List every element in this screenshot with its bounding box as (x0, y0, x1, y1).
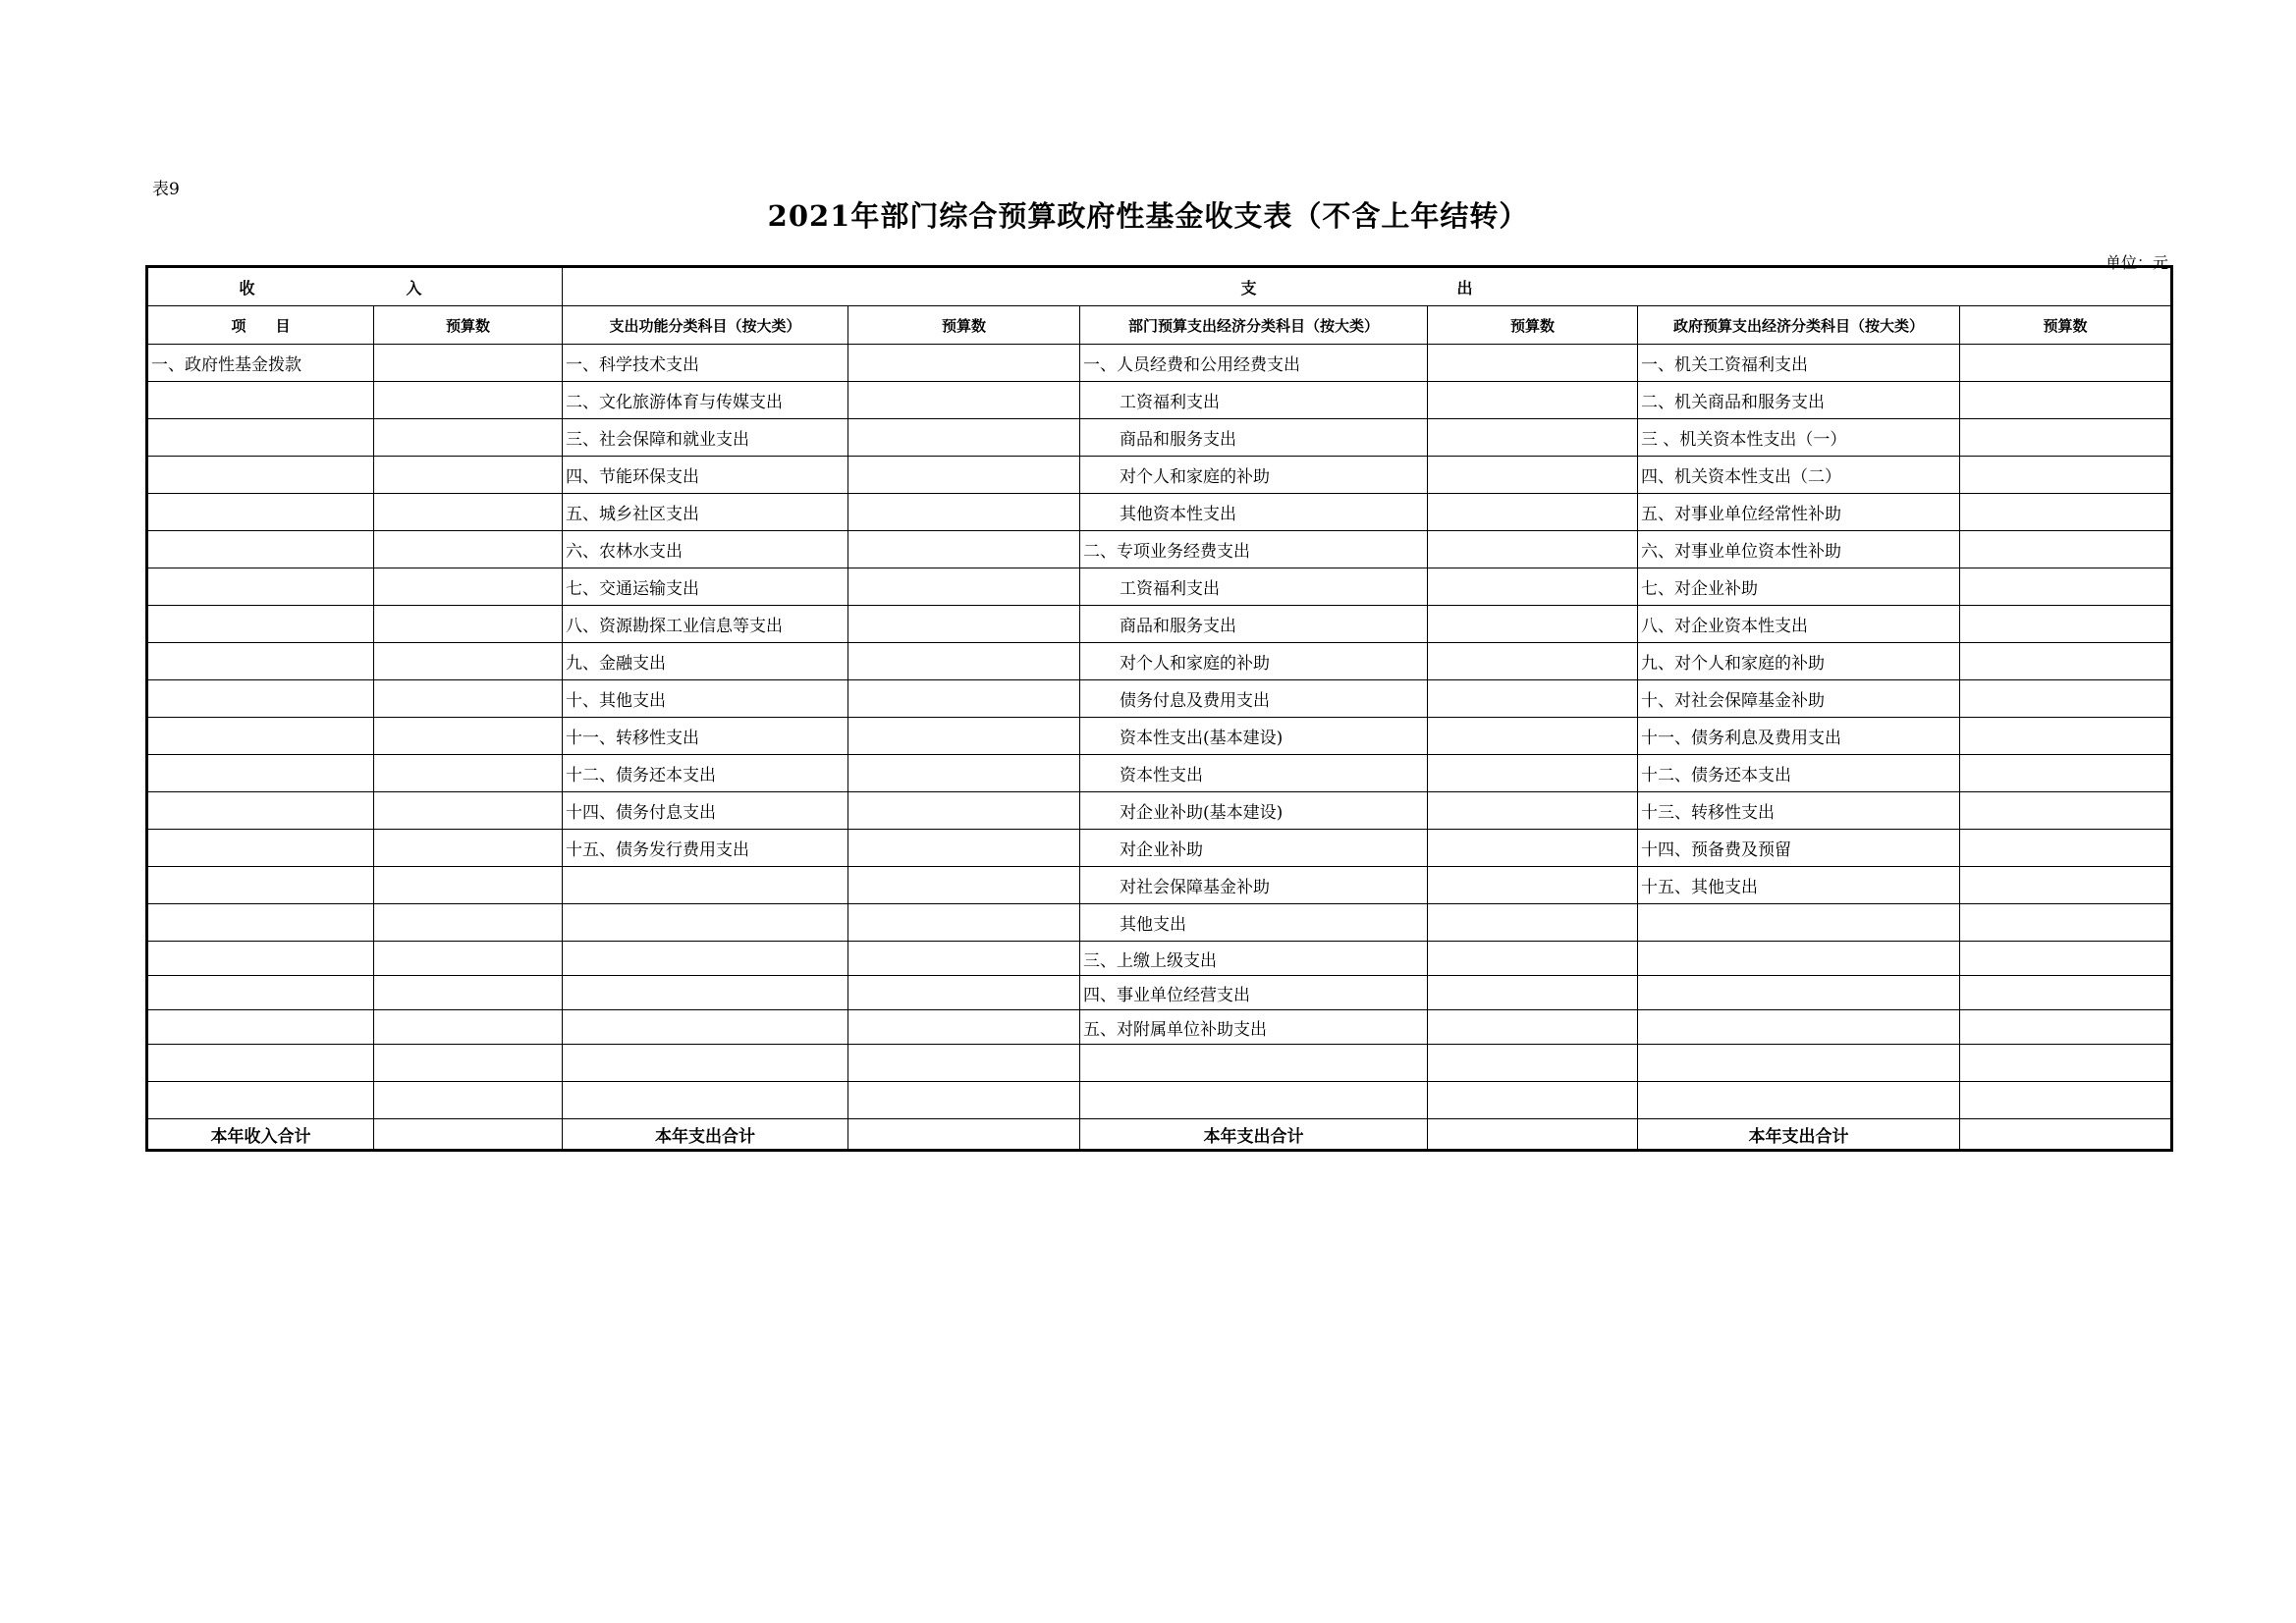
dept-econ-budget-cell (1428, 494, 1638, 531)
dept-econ-budget-cell (1428, 1045, 1638, 1082)
income-item-cell (148, 942, 374, 976)
table-row (148, 1010, 2171, 1045)
functional-budget-cell (848, 643, 1080, 680)
gov-econ-item-cell: 十二、债务还本支出 (1638, 755, 1960, 792)
functional-budget-cell (848, 1082, 1080, 1119)
gov-econ-budget-cell (1960, 643, 2171, 680)
functional-budget-cell (848, 904, 1080, 942)
income-budget-cell (374, 718, 563, 755)
gov-econ-item-cell: 十、对社会保障基金补助 (1638, 680, 1960, 718)
dept-econ-item-cell: 资本性支出(基本建设) (1080, 718, 1428, 755)
income-budget-cell (374, 680, 563, 718)
column-header-budget: 预算数 (1960, 306, 2171, 345)
dept-econ-budget-cell (1428, 606, 1638, 643)
table-row (148, 1045, 2171, 1082)
income-total-label: 本年收入合计 (148, 1119, 374, 1150)
gov-econ-budget-cell (1960, 976, 2171, 1010)
income-budget-cell (374, 606, 563, 643)
dept-econ-budget-cell (1428, 382, 1638, 419)
income-item-cell (148, 606, 374, 643)
income-item-cell (148, 904, 374, 942)
functional-item-cell: 四、节能环保支出 (563, 457, 848, 494)
gov-econ-budget-cell (1960, 680, 2171, 718)
gov-econ-item-cell: 十四、预备费及预留 (1638, 830, 1960, 867)
income-item-cell (148, 531, 374, 568)
functional-budget-cell (848, 568, 1080, 606)
income-budget-cell (374, 494, 563, 531)
dept-econ-item-cell: 三、上缴上级支出 (1080, 942, 1428, 976)
dept-econ-budget-cell (1428, 867, 1638, 904)
dept-econ-item-cell: 工资福利支出 (1080, 568, 1428, 606)
dept-econ-item-cell: 商品和服务支出 (1080, 606, 1428, 643)
budget-table (147, 267, 2171, 1150)
gov-econ-budget-cell (1960, 345, 2171, 382)
dept-econ-budget-cell (1428, 1082, 1638, 1119)
gov-econ-item-cell: 八、对企业资本性支出 (1638, 606, 1960, 643)
dept-econ-total-value (1428, 1119, 1638, 1150)
table-row (148, 606, 2171, 643)
functional-item-cell: 二、文化旅游体育与传媒支出 (563, 382, 848, 419)
gov-econ-item-cell: 七、对企业补助 (1638, 568, 1960, 606)
dept-econ-item-cell: 对个人和家庭的补助 (1080, 457, 1428, 494)
income-budget-cell (374, 1045, 563, 1082)
income-budget-cell (374, 830, 563, 867)
gov-econ-budget-cell (1960, 792, 2171, 830)
column-header-budget: 预算数 (1428, 306, 1638, 345)
table-row (148, 643, 2171, 680)
dept-econ-budget-cell (1428, 718, 1638, 755)
gov-econ-item-cell: 五、对事业单位经常性补助 (1638, 494, 1960, 531)
gov-econ-budget-cell (1960, 830, 2171, 867)
unit-label: 单位：元 (2105, 253, 2168, 272)
income-item-cell (148, 382, 374, 419)
income-item-cell (148, 1045, 374, 1082)
gov-econ-item-cell: 九、对个人和家庭的补助 (1638, 643, 1960, 680)
table-row (148, 568, 2171, 606)
table-row (148, 531, 2171, 568)
table-row (148, 942, 2171, 976)
gov-econ-total-value (1960, 1119, 2171, 1150)
expense-group-char-2: 出 (1456, 278, 1473, 298)
table-row (148, 494, 2171, 531)
income-total-value (374, 1119, 563, 1150)
gov-econ-budget-cell (1960, 531, 2171, 568)
gov-econ-item-cell: 四、机关资本性支出（二） (1638, 457, 1960, 494)
functional-budget-cell (848, 531, 1080, 568)
gov-econ-budget-cell (1960, 718, 2171, 755)
income-item-cell (148, 419, 374, 457)
gov-econ-total-label: 本年支出合计 (1638, 1119, 1960, 1150)
income-budget-cell (374, 976, 563, 1010)
dept-econ-budget-cell (1428, 531, 1638, 568)
income-budget-cell (374, 942, 563, 976)
table-row (148, 830, 2171, 867)
income-group-header (148, 268, 563, 306)
table-body (148, 345, 2171, 1119)
gov-econ-item-cell (1638, 904, 1960, 942)
dept-econ-budget-cell (1428, 755, 1638, 792)
gov-econ-item-cell: 二、机关商品和服务支出 (1638, 382, 1960, 419)
income-item-cell: 一、政府性基金拨款 (148, 345, 374, 382)
dept-econ-budget-cell (1428, 976, 1638, 1010)
functional-item-cell: 十四、债务付息支出 (563, 792, 848, 830)
functional-item-cell (563, 1045, 848, 1082)
dept-econ-budget-cell (1428, 419, 1638, 457)
expense-group-char-1: 支 (1240, 278, 1257, 298)
column-header-row (148, 306, 2171, 345)
functional-item-cell: 八、资源勘探工业信息等支出 (563, 606, 848, 643)
functional-item-cell (563, 976, 848, 1010)
table-row (148, 419, 2171, 457)
income-budget-cell (374, 904, 563, 942)
functional-budget-cell (848, 606, 1080, 643)
gov-econ-budget-cell (1960, 1010, 2171, 1045)
income-item-cell (148, 457, 374, 494)
dept-econ-item-cell (1080, 1045, 1428, 1082)
income-item-cell (148, 643, 374, 680)
dept-econ-item-cell: 一、人员经费和公用经费支出 (1080, 345, 1428, 382)
income-group-char-2: 入 (406, 278, 422, 298)
gov-econ-budget-cell (1960, 904, 2171, 942)
totals-row (148, 1119, 2171, 1150)
table-row (148, 792, 2171, 830)
income-budget-cell (374, 792, 563, 830)
dept-econ-item-cell: 四、事业单位经营支出 (1080, 976, 1428, 1010)
functional-item-cell: 七、交通运输支出 (563, 568, 848, 606)
dept-econ-budget-cell (1428, 345, 1638, 382)
functional-budget-cell (848, 867, 1080, 904)
gov-econ-budget-cell (1960, 457, 2171, 494)
functional-budget-cell (848, 419, 1080, 457)
gov-econ-budget-cell (1960, 382, 2171, 419)
income-item-cell (148, 830, 374, 867)
functional-item-cell: 九、金融支出 (563, 643, 848, 680)
dept-econ-budget-cell (1428, 904, 1638, 942)
dept-econ-item-cell: 资本性支出 (1080, 755, 1428, 792)
functional-budget-cell (848, 1045, 1080, 1082)
functional-item-cell: 五、城乡社区支出 (563, 494, 848, 531)
functional-budget-cell (848, 494, 1080, 531)
gov-econ-budget-cell (1960, 1045, 2171, 1082)
income-budget-cell (374, 1082, 563, 1119)
dept-econ-item-cell: 其他支出 (1080, 904, 1428, 942)
column-header-budget: 预算数 (374, 306, 563, 345)
table-row (148, 904, 2171, 942)
income-budget-cell (374, 568, 563, 606)
table-row (148, 976, 2171, 1010)
functional-budget-cell (848, 976, 1080, 1010)
dept-econ-item-cell: 二、专项业务经费支出 (1080, 531, 1428, 568)
table-row (148, 718, 2171, 755)
functional-budget-cell (848, 345, 1080, 382)
functional-budget-cell (848, 792, 1080, 830)
column-header-functional: 支出功能分类科目（按大类） (563, 306, 848, 345)
gov-econ-budget-cell (1960, 1082, 2171, 1119)
table-row (148, 680, 2171, 718)
table-row (148, 755, 2171, 792)
dept-econ-budget-cell (1428, 1010, 1638, 1045)
income-budget-cell (374, 1010, 563, 1045)
income-budget-cell (374, 755, 563, 792)
income-item-cell (148, 976, 374, 1010)
functional-item-cell (563, 942, 848, 976)
functional-budget-cell (848, 830, 1080, 867)
gov-econ-budget-cell (1960, 419, 2171, 457)
dept-econ-budget-cell (1428, 643, 1638, 680)
group-header-row (148, 268, 2171, 306)
income-budget-cell (374, 345, 563, 382)
dept-econ-item-cell: 债务付息及费用支出 (1080, 680, 1428, 718)
table-row (148, 867, 2171, 904)
gov-econ-budget-cell (1960, 755, 2171, 792)
dept-econ-item-cell: 五、对附属单位补助支出 (1080, 1010, 1428, 1045)
functional-budget-cell (848, 1010, 1080, 1045)
gov-econ-item-cell (1638, 1045, 1960, 1082)
gov-econ-item-cell (1638, 1010, 1960, 1045)
functional-total-label: 本年支出合计 (563, 1119, 848, 1150)
table-row (148, 1082, 2171, 1119)
table-row (148, 457, 2171, 494)
income-item-cell (148, 792, 374, 830)
income-item-cell (148, 1082, 374, 1119)
functional-budget-cell (848, 382, 1080, 419)
dept-econ-item-cell: 商品和服务支出 (1080, 419, 1428, 457)
functional-budget-cell (848, 755, 1080, 792)
dept-econ-item-cell: 工资福利支出 (1080, 382, 1428, 419)
dept-econ-item-cell (1080, 1082, 1428, 1119)
dept-econ-budget-cell (1428, 830, 1638, 867)
gov-econ-item-cell: 十三、转移性支出 (1638, 792, 1960, 830)
functional-item-cell: 一、科学技术支出 (563, 345, 848, 382)
functional-item-cell: 六、农林水支出 (563, 531, 848, 568)
table-row (148, 345, 2171, 382)
column-header-budget: 预算数 (848, 306, 1080, 345)
dept-econ-item-cell: 对企业补助 (1080, 830, 1428, 867)
functional-item-cell: 三、社会保障和就业支出 (563, 419, 848, 457)
gov-econ-item-cell: 六、对事业单位资本性补助 (1638, 531, 1960, 568)
gov-econ-item-cell: 十五、其他支出 (1638, 867, 1960, 904)
dept-econ-budget-cell (1428, 568, 1638, 606)
column-header-dept-econ: 部门预算支出经济分类科目（按大类） (1080, 306, 1428, 345)
income-budget-cell (374, 419, 563, 457)
dept-econ-budget-cell (1428, 792, 1638, 830)
column-header-gov-econ: 政府预算支出经济分类科目（按大类） (1638, 306, 1960, 345)
gov-econ-item-cell (1638, 942, 1960, 976)
functional-item-cell: 十、其他支出 (563, 680, 848, 718)
dept-econ-total-label: 本年支出合计 (1080, 1119, 1428, 1150)
income-item-cell (148, 755, 374, 792)
income-item-cell (148, 867, 374, 904)
income-budget-cell (374, 457, 563, 494)
page-title: 2021年部门综合预算政府性基金收支表（不含上年结转） (767, 199, 1529, 233)
income-budget-cell (374, 531, 563, 568)
functional-total-value (848, 1119, 1080, 1150)
dept-econ-item-cell: 其他资本性支出 (1080, 494, 1428, 531)
income-item-cell (148, 494, 374, 531)
expense-group-header (563, 268, 2171, 306)
gov-econ-item-cell (1638, 1082, 1960, 1119)
gov-econ-budget-cell (1960, 867, 2171, 904)
gov-econ-item-cell: 一、机关工资福利支出 (1638, 345, 1960, 382)
income-item-cell (148, 1010, 374, 1045)
functional-item-cell (563, 904, 848, 942)
income-budget-cell (374, 382, 563, 419)
functional-budget-cell (848, 942, 1080, 976)
column-header-item: 项 目 (148, 306, 374, 345)
dept-econ-item-cell: 对社会保障基金补助 (1080, 867, 1428, 904)
functional-item-cell: 十二、债务还本支出 (563, 755, 848, 792)
functional-item-cell (563, 1010, 848, 1045)
functional-budget-cell (848, 680, 1080, 718)
income-item-cell (148, 680, 374, 718)
gov-econ-budget-cell (1960, 942, 2171, 976)
dept-econ-item-cell: 对个人和家庭的补助 (1080, 643, 1428, 680)
gov-econ-budget-cell (1960, 494, 2171, 531)
income-item-cell (148, 568, 374, 606)
income-group-char-1: 收 (239, 278, 255, 298)
functional-item-cell: 十五、债务发行费用支出 (563, 830, 848, 867)
gov-econ-item-cell: 三 、机关资本性支出（一） (1638, 419, 1960, 457)
dept-econ-budget-cell (1428, 457, 1638, 494)
income-item-cell (148, 718, 374, 755)
dept-econ-item-cell: 对企业补助(基本建设) (1080, 792, 1428, 830)
gov-econ-item-cell: 十一、债务利息及费用支出 (1638, 718, 1960, 755)
dept-econ-budget-cell (1428, 680, 1638, 718)
functional-budget-cell (848, 718, 1080, 755)
income-budget-cell (374, 867, 563, 904)
functional-item-cell (563, 1082, 848, 1119)
gov-econ-budget-cell (1960, 606, 2171, 643)
gov-econ-item-cell (1638, 976, 1960, 1010)
table-number-label: 表9 (152, 180, 180, 199)
functional-item-cell (563, 867, 848, 904)
functional-budget-cell (848, 457, 1080, 494)
gov-econ-budget-cell (1960, 568, 2171, 606)
income-budget-cell (374, 643, 563, 680)
dept-econ-budget-cell (1428, 942, 1638, 976)
functional-item-cell: 十一、转移性支出 (563, 718, 848, 755)
table-row (148, 382, 2171, 419)
